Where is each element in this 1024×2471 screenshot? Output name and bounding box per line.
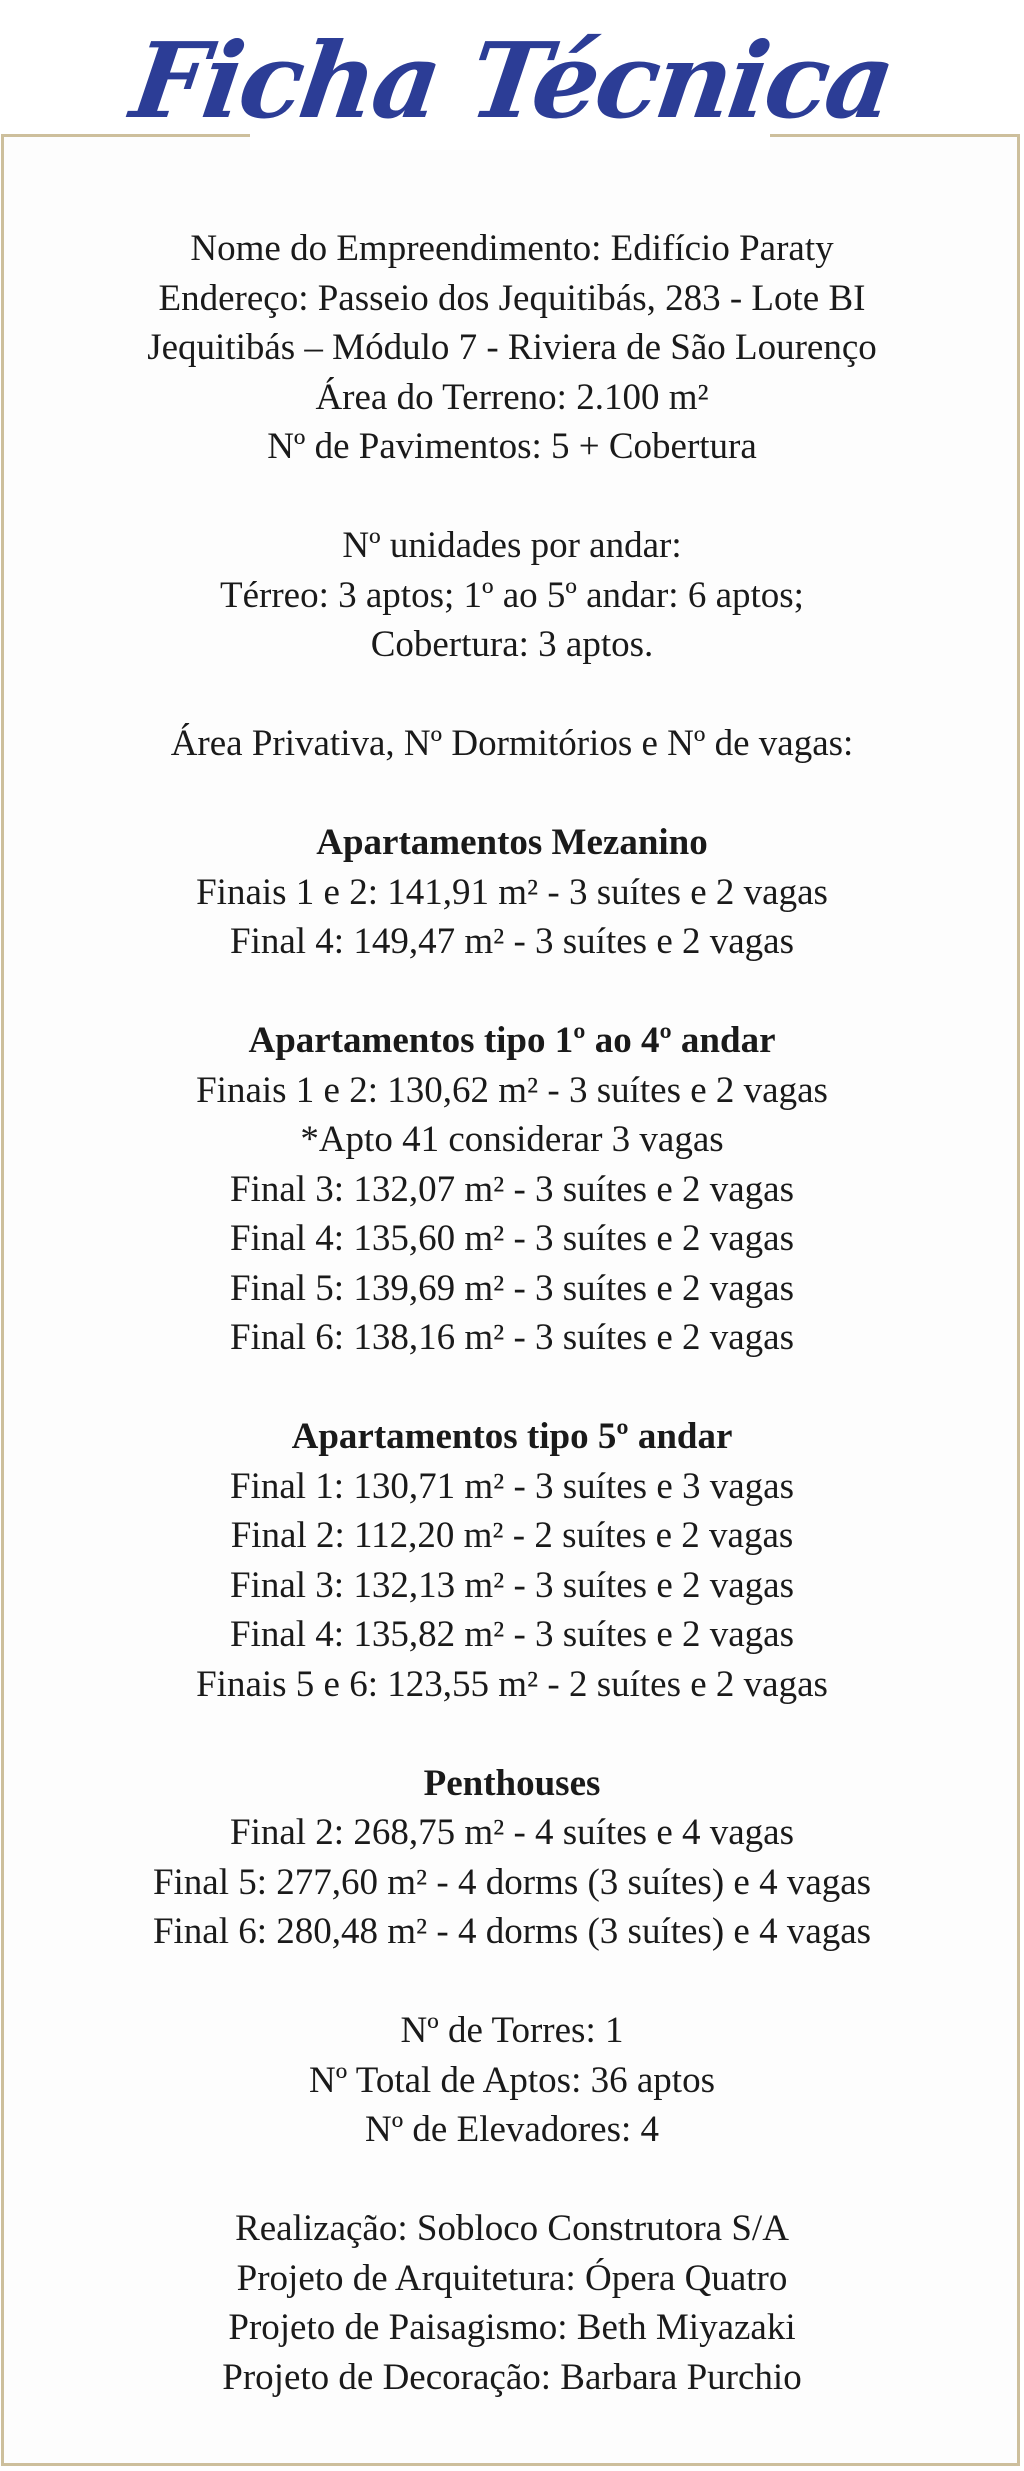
tower-count: Nº de Torres: 1	[400, 2010, 624, 2051]
elevator-count: Nº de Elevadores: 4	[364, 2109, 659, 2150]
section-heading-tipo-5: Apartamentos tipo 5º andar	[291, 1416, 733, 1457]
list-item: Final 2: 112,20 m² - 2 suítes e 2 vagas	[230, 1515, 794, 1556]
list-item: Finais 1 e 2: 141,91 m² - 3 suítes e 2 vagas	[196, 871, 828, 913]
list-item: *Apto 41 considerar 3 vagas	[300, 1119, 724, 1160]
list-item: Finais 5 e 6: 123,55 m² - 2 suítes e 2 vagas	[196, 1663, 828, 1705]
floor-count: Nº de Pavimentos: 5 + Cobertura	[267, 426, 757, 467]
credit-decoracao: Projeto de Decoração: Barbara Purchio	[222, 2356, 802, 2398]
project-name: Nome do Empreendimento: Edifício Paraty	[190, 228, 834, 269]
private-area-label: Área Privativa, Nº Dormitórios e Nº de vagas:	[170, 723, 854, 764]
list-item: Final 1: 130,71 m² - 3 suítes e 3 vagas	[230, 1465, 794, 1507]
section-heading-mezanino: Apartamentos Mezanino	[316, 822, 708, 863]
list-item: Final 5: 277,60 m² - 4 dorms (3 suítes) e 4 vagas	[152, 1861, 872, 1903]
address-line-2: Jequitibás – Módulo 7 - Riviera de São Lourenço	[147, 327, 877, 368]
credit-arquitetura: Projeto de Arquitetura: Ópera Quatro	[236, 2257, 788, 2299]
list-item: Final 6: 280,48 m² - 4 dorms (3 suítes) e 4 vagas	[152, 1911, 872, 1952]
list-item: Final 2: 268,75 m² - 4 suítes e 4 vagas	[230, 1812, 794, 1853]
units-line-2: Cobertura: 3 aptos.	[370, 624, 654, 665]
spec-content	[0, 224, 1024, 2402]
credit-paisagismo: Projeto de Paisagismo: Beth Miyazaki	[228, 2307, 796, 2348]
list-item: Final 4: 135,60 m² - 3 suítes e 2 vagas	[230, 1218, 794, 1259]
list-item: Final 3: 132,07 m² - 3 suítes e 2 vagas	[230, 1168, 794, 1210]
list-item: Final 4: 149,47 m² - 3 suítes e 2 vagas	[230, 921, 794, 962]
address-line-1: Endereço: Passeio dos Jequitibás, 283 - Lote BI	[158, 277, 866, 319]
units-label: Nº unidades por andar:	[342, 525, 682, 566]
list-item: Final 6: 138,16 m² - 3 suítes e 2 vagas	[230, 1317, 794, 1358]
section-heading-penthouses: Penthouses	[423, 1762, 601, 1804]
section-heading-tipo-1-4: Apartamentos tipo 1º ao 4º andar	[248, 1020, 776, 1061]
list-item: Final 5: 139,69 m² - 3 suítes e 2 vagas	[230, 1267, 794, 1309]
list-item: Final 3: 132,13 m² - 3 suítes e 2 vagas	[230, 1564, 794, 1606]
list-item: Final 4: 135,82 m² - 3 suítes e 2 vagas	[230, 1614, 794, 1655]
credit-realizacao: Realização: Sobloco Construtora S/A	[235, 2208, 789, 2249]
total-apartments: Nº Total de Aptos: 36 aptos	[309, 2059, 715, 2101]
units-line-1: Térreo: 3 aptos; 1º ao 5º andar: 6 aptos;	[220, 574, 804, 616]
list-item: Finais 1 e 2: 130,62 m² - 3 suítes e 2 vagas	[196, 1069, 828, 1111]
page-title: Ficha Técnica	[124, 19, 900, 142]
land-area: Área do Terreno: 2.100 m²	[315, 376, 709, 418]
